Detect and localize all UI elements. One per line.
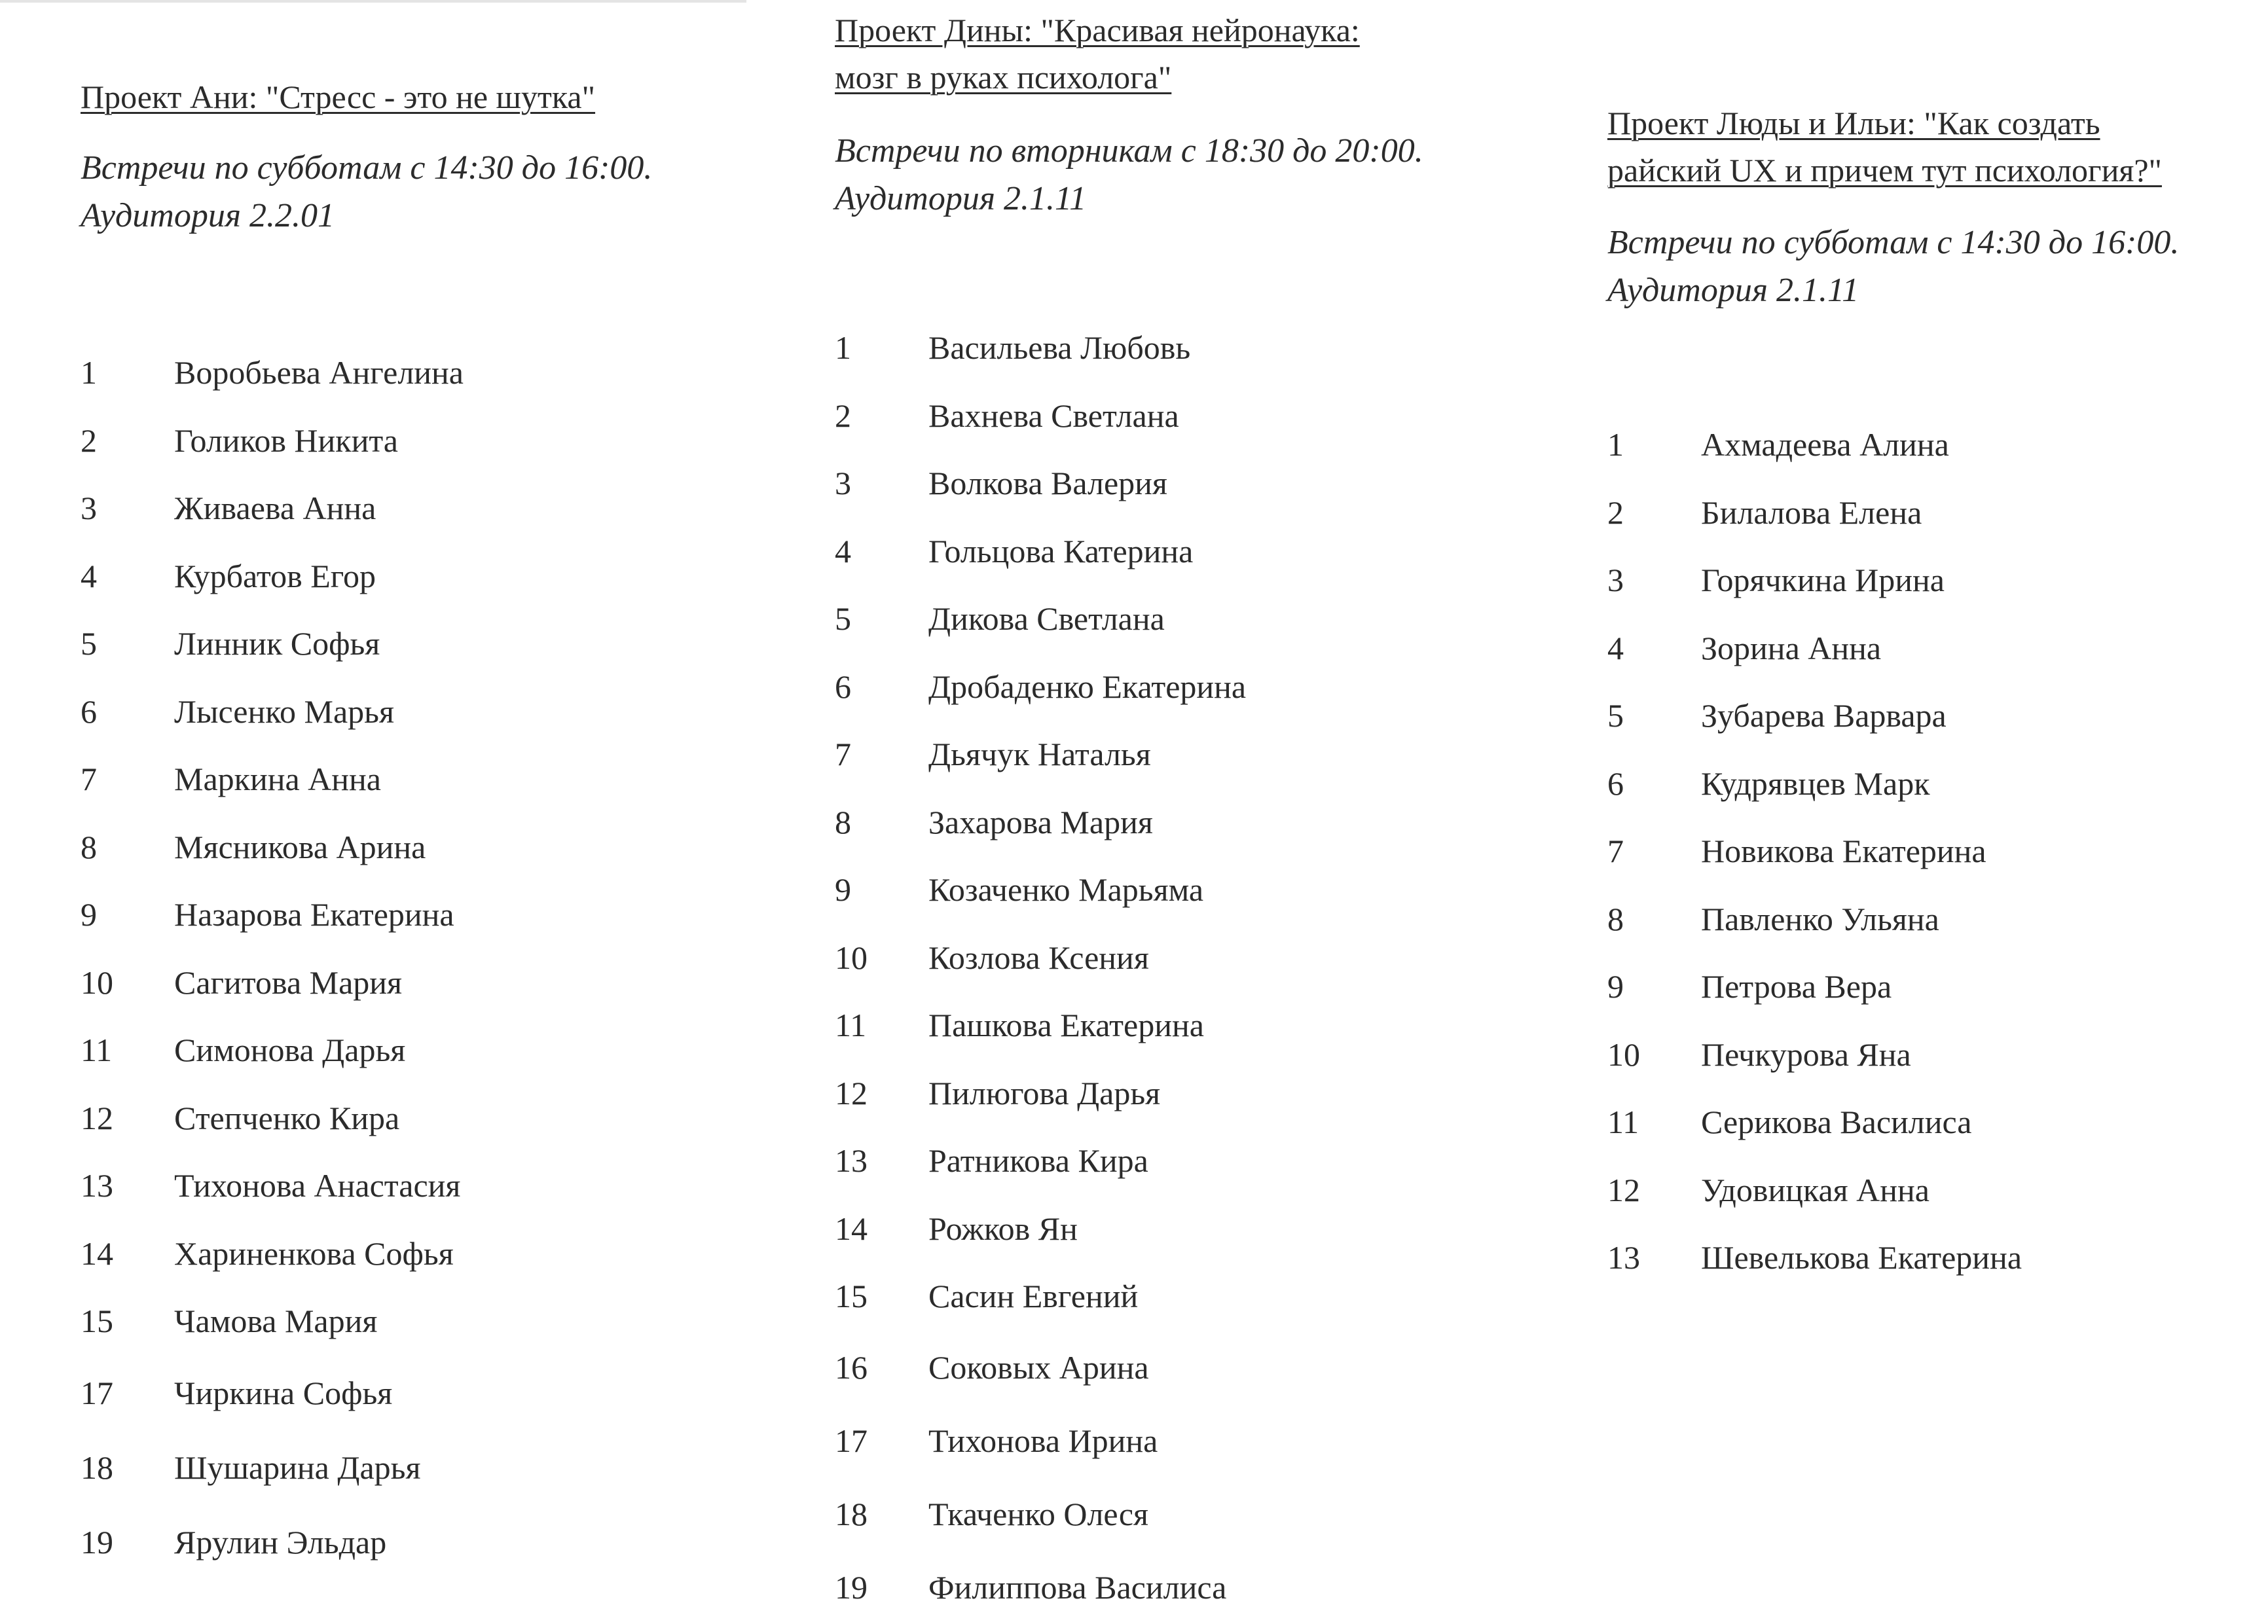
list-item <box>81 1220 775 1288</box>
member-number: 13 <box>1607 1239 1640 1276</box>
member-name: Чамова Мария <box>174 1303 378 1339</box>
member-name: Гольцова Катерина <box>928 532 1194 569</box>
member-name: Лысенко Марья <box>174 693 394 730</box>
member-number: 19 <box>835 1568 868 1606</box>
list-item <box>81 1505 775 1579</box>
list-item <box>1607 1021 2262 1089</box>
member-name: Волкова Валерия <box>928 465 1167 501</box>
list-item <box>835 1127 1555 1195</box>
member-name: Симонова Дарья <box>174 1032 406 1068</box>
member-name: Горячкина Ирина <box>1701 562 1945 598</box>
list-item <box>835 1404 1555 1477</box>
member-name: Степченко Кира <box>174 1099 400 1136</box>
list-item <box>81 1430 775 1505</box>
member-number: 9 <box>81 896 97 933</box>
list-item <box>81 1017 775 1085</box>
member-number: 13 <box>81 1167 113 1204</box>
list-item <box>835 924 1555 992</box>
meeting-time: Встречи по субботам с 14:30 до 16:00. <box>1607 224 2180 261</box>
member-number: 19 <box>81 1523 113 1561</box>
member-name: Дробаденко Екатерина <box>928 668 1247 705</box>
member-name: Васильева Любовь <box>928 329 1191 366</box>
list-item <box>835 314 1555 382</box>
project-anya <box>81 73 775 1579</box>
project-title-line-1: Проект Люды и Ильи: "Как создать <box>1607 105 2100 141</box>
member-name: Козаченко Марьяма <box>928 871 1204 908</box>
member-name: Печкурова Яна <box>1701 1036 1911 1073</box>
member-number: 3 <box>1607 562 1624 598</box>
member-name: Захарова Мария <box>928 803 1153 840</box>
project-title <box>835 7 1555 101</box>
member-name: Филиппова Василиса <box>928 1568 1227 1606</box>
member-name: Пашкова Екатерина <box>928 1007 1204 1043</box>
member-name: Дикова Светлана <box>928 600 1165 637</box>
member-number: 1 <box>835 329 851 366</box>
member-name: Воробьева Ангелина <box>174 354 464 391</box>
list-item <box>1607 953 2262 1021</box>
list-item <box>835 1263 1555 1331</box>
member-number: 14 <box>81 1235 113 1272</box>
member-number: 2 <box>835 397 851 434</box>
list-item <box>1607 886 2262 954</box>
meeting-room: Аудитория 2.1.11 <box>835 180 1087 217</box>
list-item <box>1607 1089 2262 1157</box>
member-number: 4 <box>835 532 851 569</box>
list-item <box>835 518 1555 586</box>
member-number: 11 <box>1607 1104 1639 1140</box>
list-item <box>81 746 775 814</box>
member-name: Курбатов Егор <box>174 557 376 594</box>
list-item <box>1607 818 2262 886</box>
member-number: 2 <box>81 422 97 459</box>
member-name: Билалова Елена <box>1701 494 1922 531</box>
meeting-time: Встречи по субботам с 14:30 до 16:00. <box>81 149 653 187</box>
member-number: 18 <box>81 1449 113 1486</box>
list-item <box>835 450 1555 518</box>
member-number: 7 <box>835 736 851 772</box>
member-name: Серикова Василиса <box>1701 1104 1972 1140</box>
member-number: 6 <box>1607 765 1624 802</box>
project-title <box>81 73 775 120</box>
list-item <box>81 543 775 611</box>
member-name: Чиркина Софья <box>174 1374 393 1411</box>
member-number: 4 <box>1607 629 1624 666</box>
member-number: 12 <box>1607 1171 1640 1208</box>
list-item <box>835 789 1555 857</box>
list-item <box>81 949 775 1017</box>
member-number: 6 <box>835 668 851 705</box>
member-name: Козлова Ксения <box>928 939 1149 976</box>
member-number: 1 <box>1607 426 1624 463</box>
list-item <box>835 382 1555 450</box>
member-number: 7 <box>1607 833 1624 869</box>
project-title-line-2: мозг в руках психолога" <box>835 59 1172 96</box>
member-name: Тихонова Анастасия <box>174 1167 461 1204</box>
list-item <box>1607 615 2262 683</box>
list-item <box>1607 547 2262 615</box>
member-number: 6 <box>81 693 97 730</box>
list-item <box>81 1288 775 1356</box>
member-number: 8 <box>835 803 851 840</box>
member-name: Удовицкая Анна <box>1701 1171 1930 1208</box>
member-name: Сагитова Мария <box>174 964 403 1001</box>
member-number: 11 <box>835 1007 867 1043</box>
list-item <box>81 339 775 407</box>
member-name: Зорина Анна <box>1701 629 1882 666</box>
member-number: 14 <box>835 1210 868 1247</box>
meeting-schedule <box>835 127 1555 223</box>
list-item <box>835 721 1555 789</box>
member-number: 8 <box>1607 900 1624 937</box>
member-name: Голиков Никита <box>174 422 398 459</box>
member-number: 10 <box>81 964 113 1001</box>
list-item <box>1607 682 2262 750</box>
member-name: Петрова Вера <box>1701 968 1892 1005</box>
member-name: Ярулин Эльдар <box>174 1523 387 1561</box>
list-item <box>81 881 775 949</box>
member-list <box>835 314 1555 1624</box>
member-number: 12 <box>835 1074 868 1111</box>
member-number: 16 <box>835 1348 868 1386</box>
list-item <box>835 653 1555 721</box>
top-divider <box>0 0 746 3</box>
member-name: Пилюгова Дарья <box>928 1074 1161 1111</box>
list-item <box>81 1152 775 1220</box>
list-item <box>835 1551 1555 1624</box>
member-list <box>1607 411 2262 1292</box>
list-item <box>81 407 775 475</box>
list-item <box>835 992 1555 1060</box>
member-number: 17 <box>835 1422 868 1459</box>
member-number: 11 <box>81 1032 113 1068</box>
member-number: 3 <box>81 490 97 526</box>
member-number: 10 <box>835 939 868 976</box>
meeting-room: Аудитория 2.2.01 <box>81 197 335 234</box>
member-number: 15 <box>835 1278 868 1314</box>
member-name: Тихонова Ирина <box>928 1422 1158 1459</box>
member-name: Новикова Екатерина <box>1701 833 1986 869</box>
member-number: 9 <box>835 871 851 908</box>
member-number: 5 <box>1607 697 1624 734</box>
list-item <box>1607 750 2262 818</box>
member-name: Дьячук Наталья <box>928 736 1151 772</box>
meeting-time: Встречи по вторникам с 18:30 до 20:00. <box>835 132 1423 170</box>
member-name: Шевелькова Екатерина <box>1701 1239 2022 1276</box>
list-item <box>81 678 775 746</box>
member-number: 13 <box>835 1142 868 1179</box>
list-item <box>835 1195 1555 1263</box>
member-number: 12 <box>81 1099 113 1136</box>
member-name: Вахнева Светлана <box>928 397 1179 434</box>
list-item <box>835 585 1555 653</box>
member-name: Рожков Ян <box>928 1210 1078 1247</box>
project-lyuda-ilya <box>1607 99 2262 1292</box>
member-name: Назарова Екатерина <box>174 896 454 933</box>
member-name: Ахмадеева Алина <box>1701 426 1949 463</box>
list-item <box>1607 479 2262 547</box>
member-number: 5 <box>81 625 97 662</box>
member-number: 9 <box>1607 968 1624 1005</box>
member-name: Сасин Евгений <box>928 1278 1139 1314</box>
list-item <box>81 610 775 678</box>
meeting-room: Аудитория 2.1.11 <box>1607 272 1859 309</box>
list-item <box>1607 1224 2262 1292</box>
member-name: Соковых Арина <box>928 1348 1149 1386</box>
list-item <box>1607 411 2262 479</box>
list-item <box>835 1477 1555 1551</box>
meeting-schedule <box>81 144 775 240</box>
project-title-line-2: райский UX и причем тут психология?" <box>1607 152 2162 189</box>
list-item <box>81 1085 775 1153</box>
list-item <box>835 1331 1555 1404</box>
list-item <box>835 1060 1555 1128</box>
member-number: 18 <box>835 1495 868 1532</box>
member-name: Мясникова Арина <box>174 828 426 865</box>
project-title <box>1607 99 2262 194</box>
member-number: 10 <box>1607 1036 1640 1073</box>
member-name: Линник Софья <box>174 625 380 662</box>
list-item <box>81 1356 775 1430</box>
member-name: Живаева Анна <box>174 490 376 526</box>
member-name: Зубарева Варвара <box>1701 697 1947 734</box>
member-name: Маркина Анна <box>174 761 381 797</box>
list-item <box>1607 1157 2262 1225</box>
member-name: Ткаченко Олеся <box>928 1495 1149 1532</box>
meeting-schedule <box>1607 219 2262 314</box>
member-name: Ратникова Кира <box>928 1142 1148 1179</box>
member-number: 17 <box>81 1374 113 1411</box>
member-number: 15 <box>81 1303 113 1339</box>
list-item <box>81 475 775 543</box>
project-title-line-1: Проект Дины: "Красивая нейронаука: <box>835 12 1360 48</box>
project-dina <box>835 7 1555 1624</box>
project-title-text: Проект Ани: "Стресс - это не шутка" <box>81 79 596 115</box>
member-number: 5 <box>835 600 851 637</box>
list-item <box>835 856 1555 924</box>
member-number: 2 <box>1607 494 1624 531</box>
member-number: 3 <box>835 465 851 501</box>
member-number: 4 <box>81 557 97 594</box>
list-item <box>81 814 775 882</box>
member-number: 8 <box>81 828 97 865</box>
member-number: 7 <box>81 761 97 797</box>
member-name: Шушарина Дарья <box>174 1449 421 1486</box>
member-name: Хариненкова Софья <box>174 1235 454 1272</box>
member-name: Павленко Ульяна <box>1701 900 1939 937</box>
member-list <box>81 339 775 1579</box>
member-number: 1 <box>81 354 97 391</box>
member-name: Кудрявцев Марк <box>1701 765 1930 802</box>
